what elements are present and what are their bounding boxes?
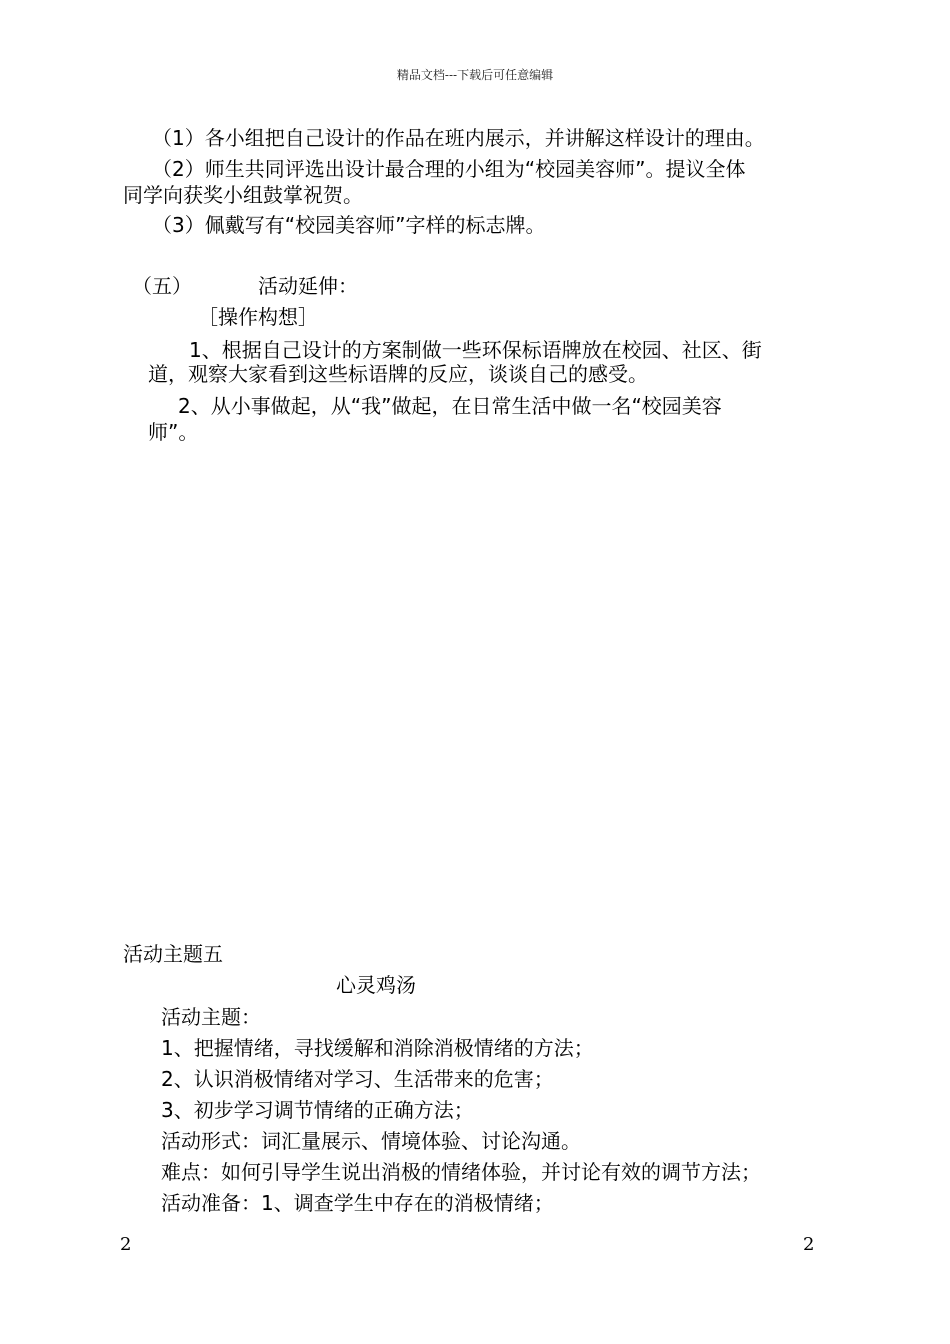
step-item-2-line1: （2）师生共同评选出设计最合理的小组为“校园美容师”。提议全体 xyxy=(152,157,746,181)
activity-form: 活动形式：词汇量展示、情境体验、讨论沟通。 xyxy=(161,1129,581,1153)
goal-item-2: 2、认识消极情绪对学习、生活带来的危害； xyxy=(161,1067,554,1091)
activity-preparation: 活动准备：1、调查学生中存在的消极情绪； xyxy=(161,1191,554,1215)
extension-item-1-line1: 1、根据自己设计的方案制做一些环保标语牌放在校园、社区、街 xyxy=(189,338,762,362)
extension-item-2-line1: 2、从小事做起，从“我”做起，在日常生活中做一名“校园美容 xyxy=(178,394,722,418)
section-five-title: 活动延伸： xyxy=(258,274,358,298)
step-item-3: （3）佩戴写有“校园美容师”字样的标志牌。 xyxy=(152,213,546,237)
goal-item-3: 3、初步学习调节情绪的正确方法； xyxy=(161,1098,474,1122)
extension-item-2-line2: 师”。 xyxy=(148,420,199,444)
activity-subject-label: 活动主题： xyxy=(161,1005,261,1029)
theme-five-title: 心灵鸡汤 xyxy=(336,973,416,997)
page-number-right: 2 xyxy=(803,1234,815,1255)
page-number-left: 2 xyxy=(120,1234,132,1255)
operation-label: ［操作构想］ xyxy=(198,305,318,329)
theme-five-label: 活动主题五 xyxy=(123,942,223,966)
activity-difficulty: 难点：如何引导学生说出消极的情绪体验，并讨论有效的调节方法； xyxy=(161,1160,761,1184)
page-header: 精品文档---下载后可任意编辑 xyxy=(396,68,554,82)
goal-item-1: 1、把握情绪，寻找缓解和消除消极情绪的方法； xyxy=(161,1036,594,1060)
step-item-2-line2: 同学向获奖小组鼓掌祝贺。 xyxy=(123,183,363,207)
extension-item-1-line2: 道，观察大家看到这些标语牌的反应，谈谈自己的感受。 xyxy=(148,362,648,386)
section-five-number: （五） xyxy=(132,274,192,298)
step-item-1: （1）各小组把自己设计的作品在班内展示，并讲解这样设计的理由。 xyxy=(152,126,765,150)
